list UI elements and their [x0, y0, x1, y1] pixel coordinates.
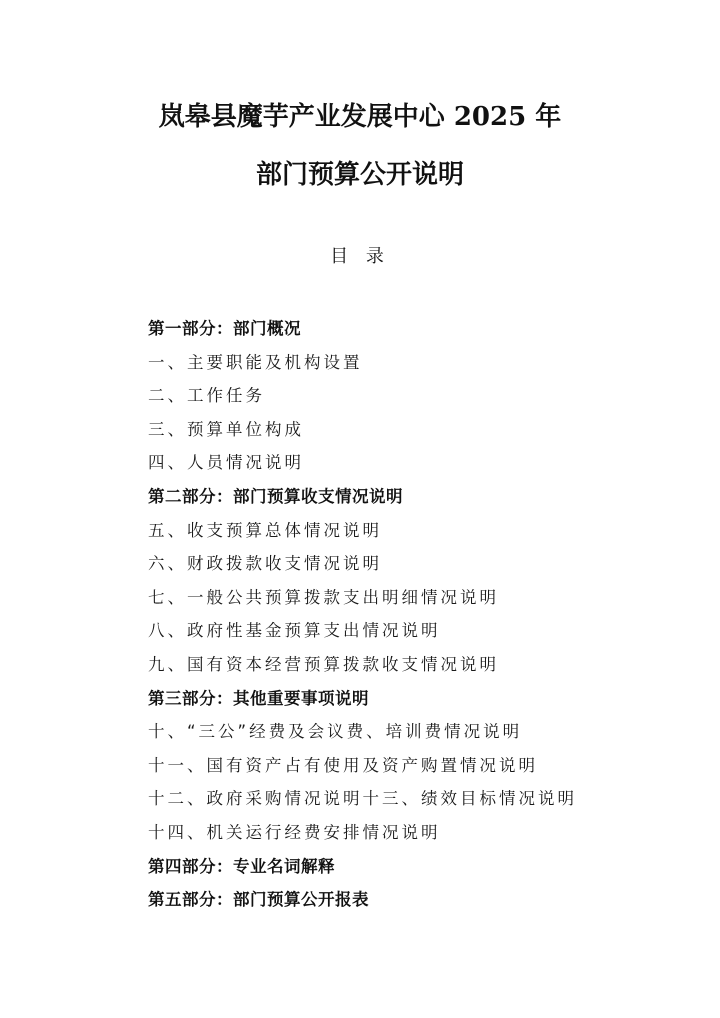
- toc-item: 五、收支预算总体情况说明: [148, 520, 382, 540]
- toc-part-heading: 第三部分：其他重要事项说明: [148, 688, 369, 708]
- toc-item: 八、政府性基金预算支出情况说明: [148, 621, 441, 641]
- toc-item: 三、预算单位构成: [148, 419, 304, 439]
- toc-item: 一、主要职能及机构设置: [148, 352, 363, 372]
- toc-item: 十二、政府采购情况说明十三、绩效目标情况说明: [148, 789, 577, 809]
- toc-item: 二、工作任务: [148, 386, 265, 406]
- toc-part-heading: 第四部分：专业名词解释: [148, 856, 335, 876]
- toc-item: 七、一般公共预算拨款支出明细情况说明: [148, 587, 499, 607]
- table-of-contents: [148, 312, 708, 917]
- toc-item: 十、“三公”经费及会议费、培训费情况说明: [148, 722, 523, 742]
- toc-item: 六、财政拨款收支情况说明: [148, 554, 382, 574]
- toc-part-heading: 第二部分：部门预算收支情况说明: [148, 486, 403, 506]
- toc-item: 十一、国有资产占有使用及资产购置情况说明: [148, 755, 538, 775]
- toc-heading: 目 录: [330, 246, 390, 267]
- toc-item: 十四、机关运行经费安排情况说明: [148, 822, 441, 842]
- document-title-line-1: 岚皋县魔芋产业发展中心 2025 年: [158, 102, 562, 132]
- toc-part-heading: 第一部分：部门概况: [148, 319, 301, 338]
- document-title-line-2: 部门预算公开说明: [255, 160, 464, 190]
- toc-item: 四、人员情况说明: [148, 453, 304, 473]
- toc-item: 九、国有资本经营预算拨款收支情况说明: [148, 654, 499, 674]
- toc-part-heading: 第五部分：部门预算公开报表: [148, 890, 369, 910]
